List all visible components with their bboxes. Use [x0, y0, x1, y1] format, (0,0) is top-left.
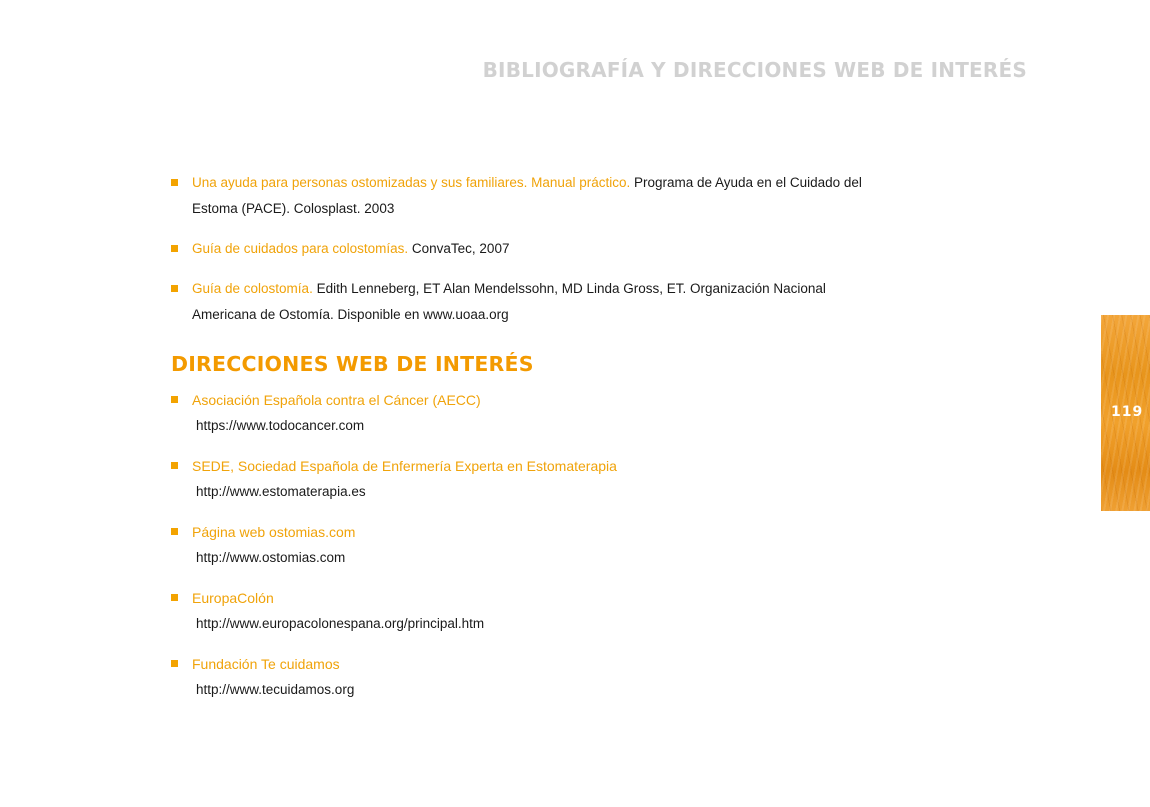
square-bullet-icon [171, 528, 178, 535]
square-bullet-icon [171, 179, 178, 186]
bibliography-details: Edith Lenneberg, ET Alan Mendelssohn, MD Linda Gross, ET. Organización Nacional Americana de Ostomía. Disponible en www.uoaa.org [192, 281, 826, 322]
square-bullet-icon [171, 594, 178, 601]
bibliography-list [171, 170, 891, 328]
website-url[interactable]: http://www.estomaterapia.es [196, 484, 366, 499]
website-item [171, 388, 891, 438]
bibliography-title: Guía de colostomía. [192, 281, 313, 296]
website-name: Fundación Te cuidamos [192, 656, 340, 672]
section-title: DIRECCIONES WEB DE INTERÉS [171, 352, 534, 376]
website-item [171, 586, 891, 636]
bibliography-item [171, 276, 891, 328]
website-item [171, 652, 891, 702]
website-list [171, 388, 891, 702]
website-name: Página web ostomias.com [192, 524, 356, 540]
bibliography-title: Una ayuda para personas ostomizadas y sus familiares. Manual práctico. [192, 175, 631, 190]
page-content [171, 170, 891, 718]
website-item [171, 454, 891, 504]
bibliography-item [171, 236, 891, 262]
square-bullet-icon [171, 396, 178, 403]
square-bullet-icon [171, 245, 178, 252]
page-number-tab [1101, 315, 1150, 511]
bibliography-details: ConvaTec, 2007 [408, 241, 510, 256]
page-number: 119 [1111, 404, 1144, 420]
website-url[interactable]: http://www.tecuidamos.org [196, 682, 355, 697]
square-bullet-icon [171, 462, 178, 469]
square-bullet-icon [171, 285, 178, 292]
bibliography-details: Programa de Ayuda en el Cuidado del Estoma (PACE). Colosplast. 2003 [192, 175, 862, 216]
website-url[interactable]: http://www.ostomias.com [196, 550, 346, 565]
website-name: SEDE, Sociedad Española de Enfermería Experta en Estomaterapia [192, 458, 617, 474]
running-header: BIBLIOGRAFÍA Y DIRECCIONES WEB DE INTERÉS [482, 58, 1027, 82]
website-url[interactable]: https://www.todocancer.com [196, 418, 365, 433]
website-item [171, 520, 891, 570]
website-name: Asociación Española contra el Cáncer (AECC) [192, 392, 481, 408]
bibliography-title: Guía de cuidados para colostomías. [192, 241, 409, 256]
square-bullet-icon [171, 660, 178, 667]
website-name: EuropaColón [192, 590, 274, 606]
website-url[interactable]: http://www.europacolonespana.org/principal.htm [196, 616, 485, 631]
bibliography-item [171, 170, 891, 222]
